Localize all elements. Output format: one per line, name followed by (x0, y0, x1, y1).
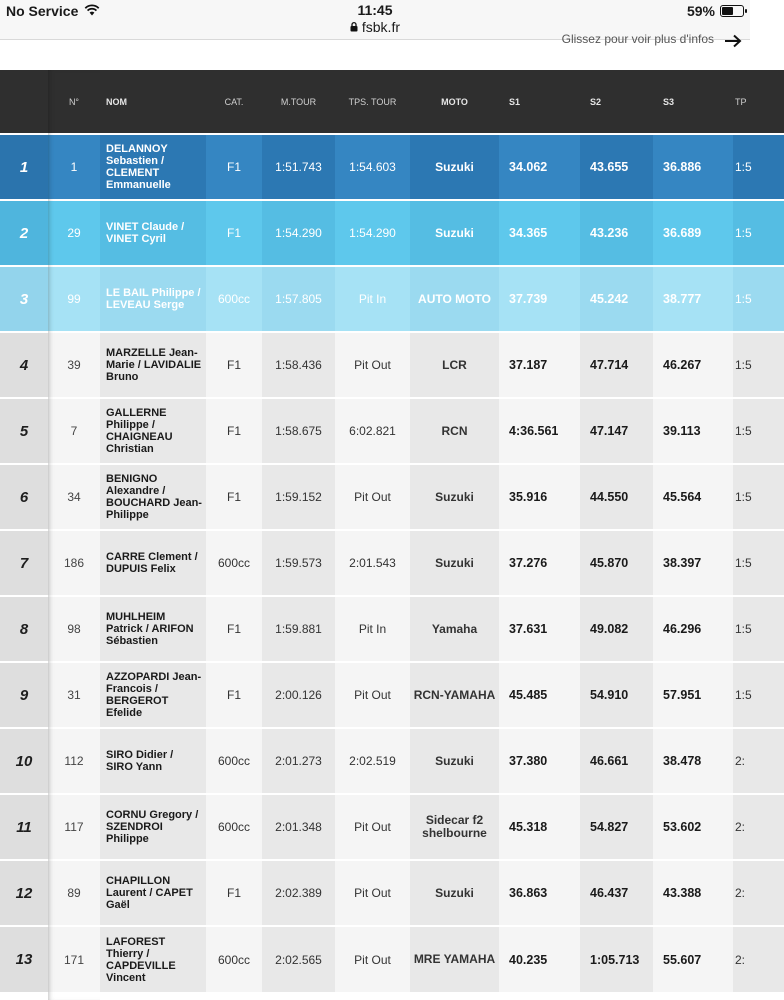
battery-percent: 59% (686, 3, 715, 19)
moto-cell: Suzuki (410, 464, 499, 530)
number-cell: 39 (48, 332, 100, 398)
best-lap-cell: 1:58.675 (262, 398, 335, 464)
lock-icon (350, 19, 362, 35)
swipe-hint (561, 32, 742, 50)
rider-names-cell: LAFOREST Thierry / CAPDEVILLE Vincent (100, 926, 206, 992)
rider-names-cell: CARRE Clement / DUPUIS Felix (100, 530, 206, 596)
position-cell: 2 (0, 200, 48, 266)
moto-cell: Suzuki (410, 530, 499, 596)
sector3-cell: 38.478 (653, 728, 733, 794)
category-cell: F1 (206, 398, 262, 464)
number-cell: 98 (48, 596, 100, 662)
table-row[interactable] (0, 134, 784, 200)
best-lap-cell: 1:57.805 (262, 266, 335, 332)
rider-names-cell: CORNU Gregory / SZENDROI Philippe (100, 794, 206, 860)
category-cell: F1 (206, 596, 262, 662)
sector2-cell: 54.910 (580, 662, 653, 728)
lap-time-cell: 1:54.290 (335, 200, 410, 266)
tp-cell: 1:5 (733, 464, 784, 530)
lap-time-cell: 2:02.519 (335, 728, 410, 794)
header-s2: S2 (580, 70, 653, 134)
lap-time-cell: 6:02.821 (335, 398, 410, 464)
position-cell: 1 (0, 134, 48, 200)
tp-cell: 2: (733, 728, 784, 794)
tp-cell: 1:5 (733, 266, 784, 332)
number-cell: 112 (48, 728, 100, 794)
sector2-cell: 1:05.713 (580, 926, 653, 992)
lap-time-cell: Pit Out (335, 860, 410, 926)
sector2-cell: 54.827 (580, 794, 653, 860)
category-cell: 600cc (206, 266, 262, 332)
battery-level (722, 7, 733, 15)
rider-names-cell: MARZELLE Jean-Marie / LAVIDALIE Bruno (100, 332, 206, 398)
header-mtour: M.TOUR (262, 70, 335, 134)
header-pos (0, 70, 48, 134)
sector1-cell: 45.318 (499, 794, 580, 860)
table-row[interactable] (0, 332, 784, 398)
rider-names-cell: BENIGNO Alexandre / BOUCHARD Jean-Philippe (100, 464, 206, 530)
rider-names-cell: VINET Claude / VINET Cyril (100, 200, 206, 266)
sector1-cell: 36.863 (499, 860, 580, 926)
best-lap-cell: 1:58.436 (262, 332, 335, 398)
moto-cell: Suzuki (410, 728, 499, 794)
lap-time-cell: Pit Out (335, 662, 410, 728)
sector2-cell: 45.242 (580, 266, 653, 332)
sector2-cell: 44.550 (580, 464, 653, 530)
rider-names-cell: MUHLHEIM Patrick / ARIFON Sébastien (100, 596, 206, 662)
position-cell: 11 (0, 794, 48, 860)
sector2-cell: 47.147 (580, 398, 653, 464)
results-table-scroll[interactable] (0, 70, 750, 1000)
table-row[interactable] (0, 398, 784, 464)
best-lap-cell: 1:59.573 (262, 530, 335, 596)
moto-cell: Sidecar f2 shelbourne (410, 794, 499, 860)
table-row[interactable] (0, 530, 784, 596)
position-cell: 7 (0, 530, 48, 596)
swipe-hint-text: Glissez pour voir plus d'infos (561, 32, 714, 46)
lap-time-cell: Pit Out (335, 332, 410, 398)
sector2-cell: 43.655 (580, 134, 653, 200)
number-cell: 31 (48, 662, 100, 728)
moto-cell: Suzuki (410, 134, 499, 200)
sector3-cell: 39.113 (653, 398, 733, 464)
sector2-cell: 47.714 (580, 332, 653, 398)
sector3-cell: 45.564 (653, 464, 733, 530)
sector1-cell: 37.276 (499, 530, 580, 596)
sector3-cell: 46.267 (653, 332, 733, 398)
category-cell: F1 (206, 860, 262, 926)
best-lap-cell: 2:02.389 (262, 860, 335, 926)
number-cell: 186 (48, 530, 100, 596)
position-cell: 10 (0, 728, 48, 794)
position-cell: 9 (0, 662, 48, 728)
category-cell: F1 (206, 464, 262, 530)
category-cell: F1 (206, 332, 262, 398)
table-header-row (0, 70, 784, 134)
table-row[interactable] (0, 728, 784, 794)
rider-names-cell: AZZOPARDI Jean-Francois / BERGEROT Efelide (100, 662, 206, 728)
table-row[interactable] (0, 464, 784, 530)
lap-time-cell: 1:54.603 (335, 134, 410, 200)
sector1-cell: 37.739 (499, 266, 580, 332)
rider-names-cell: SIRO Didier / SIRO Yann (100, 728, 206, 794)
category-cell: F1 (206, 134, 262, 200)
table-row[interactable] (0, 662, 784, 728)
tp-cell: 2: (733, 794, 784, 860)
number-cell: 29 (48, 200, 100, 266)
best-lap-cell: 1:59.152 (262, 464, 335, 530)
tp-cell: 1:5 (733, 134, 784, 200)
moto-cell: LCR (410, 332, 499, 398)
status-center (0, 2, 750, 36)
lap-time-cell: Pit In (335, 266, 410, 332)
sector1-cell: 35.916 (499, 464, 580, 530)
table-row[interactable] (0, 596, 784, 662)
sector1-cell: 34.365 (499, 200, 580, 266)
clock: 11:45 (357, 2, 393, 18)
category-cell: 600cc (206, 728, 262, 794)
header-number: N° (48, 70, 100, 134)
sector1-cell: 40.235 (499, 926, 580, 992)
tp-cell: 1:5 (733, 200, 784, 266)
position-cell: 8 (0, 596, 48, 662)
position-cell: 4 (0, 332, 48, 398)
number-cell: 171 (48, 926, 100, 992)
category-cell: 600cc (206, 530, 262, 596)
number-cell: 99 (48, 266, 100, 332)
number-cell: 117 (48, 794, 100, 860)
table-row[interactable] (0, 794, 784, 860)
category-cell: 600cc (206, 794, 262, 860)
category-cell: F1 (206, 662, 262, 728)
number-cell: 1 (48, 134, 100, 200)
number-cell: 89 (48, 860, 100, 926)
rider-names-cell: DELANNOY Sebastien / CLEMENT Emmanuelle (100, 134, 206, 200)
lap-time-cell: Pit Out (335, 794, 410, 860)
position-cell: 5 (0, 398, 48, 464)
position-cell: 6 (0, 464, 48, 530)
sector1-cell: 37.380 (499, 728, 580, 794)
moto-cell: RCN (410, 398, 499, 464)
sector3-cell: 53.602 (653, 794, 733, 860)
battery-icon (720, 5, 744, 17)
header-nom: NOM (100, 70, 206, 134)
moto-cell: Suzuki (410, 860, 499, 926)
position-cell: 3 (0, 266, 48, 332)
rider-names-cell: CHAPILLON Laurent / CAPET Gaël (100, 860, 206, 926)
best-lap-cell: 2:02.565 (262, 926, 335, 992)
sector3-cell: 36.886 (653, 134, 733, 200)
sector3-cell: 55.607 (653, 926, 733, 992)
status-right (687, 3, 744, 19)
header-tp: TP (733, 70, 784, 134)
header-s1: S1 (499, 70, 580, 134)
sector2-cell: 43.236 (580, 200, 653, 266)
sector2-cell: 46.437 (580, 860, 653, 926)
sector1-cell: 34.062 (499, 134, 580, 200)
lap-time-cell: Pit Out (335, 926, 410, 992)
carrier-label: No Service (6, 3, 79, 19)
header-cat: CAT. (206, 70, 262, 134)
sector3-cell: 57.951 (653, 662, 733, 728)
best-lap-cell: 2:00.126 (262, 662, 335, 728)
position-cell: 13 (0, 926, 48, 992)
tp-cell: 1:5 (733, 662, 784, 728)
table-row[interactable] (0, 266, 784, 332)
lap-time-cell: 2:01.543 (335, 530, 410, 596)
tp-cell: 1:5 (733, 398, 784, 464)
sector1-cell: 37.631 (499, 596, 580, 662)
sector1-cell: 37.187 (499, 332, 580, 398)
best-lap-cell: 1:54.290 (262, 200, 335, 266)
moto-cell: MRE YAMAHA (410, 926, 499, 992)
position-cell: 12 (0, 860, 48, 926)
tp-cell: 1:5 (733, 530, 784, 596)
tp-cell: 2: (733, 926, 784, 992)
header-s3: S3 (653, 70, 733, 134)
best-lap-cell: 2:01.273 (262, 728, 335, 794)
best-lap-cell: 1:51.743 (262, 134, 335, 200)
sector3-cell: 36.689 (653, 200, 733, 266)
lap-time-cell: Pit In (335, 596, 410, 662)
arrow-right-icon (724, 34, 742, 48)
moto-cell: AUTO MOTO (410, 266, 499, 332)
number-cell: 7 (48, 398, 100, 464)
table-row[interactable] (0, 860, 784, 926)
best-lap-cell: 2:01.348 (262, 794, 335, 860)
moto-cell: RCN-YAMAHA (410, 662, 499, 728)
number-cell: 34 (48, 464, 100, 530)
sector3-cell: 38.777 (653, 266, 733, 332)
tp-cell: 1:5 (733, 332, 784, 398)
url-text: fsbk.fr (361, 19, 400, 35)
best-lap-cell: 1:59.881 (262, 596, 335, 662)
moto-cell: Yamaha (410, 596, 499, 662)
sector3-cell: 38.397 (653, 530, 733, 596)
tp-cell: 2: (733, 860, 784, 926)
sector2-cell: 45.870 (580, 530, 653, 596)
table-row[interactable] (0, 926, 784, 992)
moto-cell: Suzuki (410, 200, 499, 266)
sector3-cell: 43.388 (653, 860, 733, 926)
header-tps-tour: TPS. TOUR (335, 70, 410, 134)
sector2-cell: 46.661 (580, 728, 653, 794)
sector1-cell: 45.485 (499, 662, 580, 728)
sector2-cell: 49.082 (580, 596, 653, 662)
rider-names-cell: GALLERNE Philippe / CHAIGNEAU Christian (100, 398, 206, 464)
tp-cell: 1:5 (733, 596, 784, 662)
sector3-cell: 46.296 (653, 596, 733, 662)
table-row[interactable] (0, 200, 784, 266)
lap-time-cell: Pit Out (335, 464, 410, 530)
sector1-cell: 4:36.561 (499, 398, 580, 464)
category-cell: F1 (206, 200, 262, 266)
results-table (0, 70, 784, 992)
rider-names-cell: LE BAIL Philippe / LEVEAU Serge (100, 266, 206, 332)
header-moto: MOTO (410, 70, 499, 134)
category-cell: 600cc (206, 926, 262, 992)
